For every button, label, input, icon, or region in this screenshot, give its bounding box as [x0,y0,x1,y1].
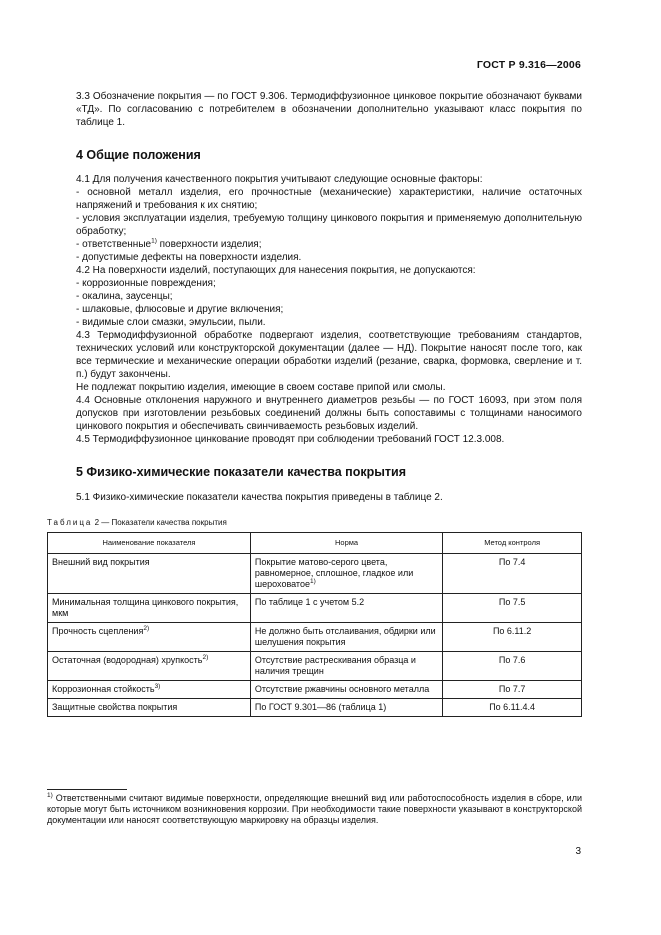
table-row [48,554,582,594]
footnote-text: Ответственными считают видимые поверхности, определяющие внешний вид или работоспособность изделия в сборе, или которые могут быть источником возникновения коррозии. При необходимости такие поверхности указывают в конструкторской документации или наносят соответствующую маркировку на образцы изделия. [47,793,582,825]
indicator-text: Защитные свойства покрытия [52,702,178,712]
table-caption-word: Таблица [47,518,93,527]
indicator-text: Внешний вид покрытия [52,557,150,567]
method-cell: По 7.7 [443,681,582,699]
norm-cell [250,699,442,717]
norm-text: Покрытие матово-серого цвета, равномерное, сплошное, гладкое или шероховатое [254,557,414,589]
footnote-mark: 1) [47,792,53,799]
table-row [48,623,582,652]
norm-text: Не должно быть отслаивания, обдирки или шелушения покрытия [254,626,436,647]
method-cell: По 6.11.4.4 [443,699,582,717]
indicator-cell [48,554,251,594]
indicator-text: Остаточная (водородная) хрупкость [52,655,203,665]
factor-item: - допустимые дефекты на поверхности изделия. [76,252,302,263]
norm-text: По таблице 1 с учетом 5.2 [254,597,365,607]
footnote-ref: 2) [202,654,209,661]
indicator-cell [48,652,251,681]
footnote-ref: 2) [143,625,150,632]
paragraph-4-5: 4.5 Термодиффузионное цинкование проводят при соблюдении требований ГОСТ 12.3.008. [76,434,505,445]
method-cell: По 7.6 [443,652,582,681]
indicator-cell [48,594,251,623]
table-caption [47,516,582,529]
norm-cell [250,554,442,594]
factor-item: - основной металл изделия, его прочностные (механические) характеристики, наличие остаточных напряжений и требования к их снятию; [76,187,582,211]
footnote-ref: 1) [151,237,157,245]
column-header-indicator: Наименование показателя [48,533,251,554]
paragraph-4-1: 4.1 Для получения качественного покрытия учитывают следующие основные факторы: [76,174,483,185]
norm-cell [250,652,442,681]
norm-cell [250,681,442,699]
footnote [47,793,582,826]
document-header: ГОСТ Р 9.316—2006 [476,59,581,71]
paragraph-4-3: 4.3 Термодиффузионной обработке подвергают изделия, соответствующие требованиям стандартов, технических условий или конструкторской документации (далее — НД). Покрытие наносят после того, как все термические и механические операции обработки изделий (резание, сварка, формовка, сверление и т. п.) будут закончены. [76,330,582,380]
defect-item: - коррозионные повреждения; [76,278,216,289]
indicator-text: Прочность сцепления [52,626,144,636]
method-cell: По 7.4 [443,554,582,594]
norm-text: Отсутствие растрескивания образца и наличия трещин [254,655,416,676]
indicator-text: Минимальная толщина цинкового покрытия, мкм [52,597,239,618]
section-4-title: 4 Общие положения [76,148,201,162]
table-row [48,652,582,681]
column-header-method: Метод контроля [443,533,582,554]
indicator-text: Коррозионная стойкость [52,684,155,694]
norm-cell [250,594,442,623]
table-caption-text: 2 — Показатели качества покрытия [92,518,227,527]
table-header-row [48,533,582,554]
table-row [48,594,582,623]
factor-item: - условия эксплуатации изделия, требуемую толщину цинкового покрытия и применяемую дополнительную обработку; [76,213,582,237]
paragraph-4-4: 4.4 Основные отклонения наружного и внутреннего диаметров резьбы — по ГОСТ 16093, при этом поля допусков при изготовлении резьбовых соединений должны быть сопоставимы с толщинами наносимого цинкового покрытия и обеспечивать свинчиваемость резьбовых изделий. [76,395,582,432]
paragraph-3-3: 3.3 Обозначение покрытия — по ГОСТ 9.306. Термодиффузионное цинковое покрытие обозначают буквами «ТД». По согласованию с потребителем в обозначении дополнительно указывают класс покрытия по таблице 1. [76,91,582,128]
defect-item: - окалина, заусенцы; [76,291,173,302]
paragraph-4-2: 4.2 На поверхности изделий, поступающих для нанесения покрытия, не допускаются: [76,265,476,276]
footnote-ref: 1) [309,578,316,585]
norm-cell [250,623,442,652]
footnote-ref: 3) [154,683,161,690]
paragraph-5-1: 5.1 Физико-химические показатели качества покрытия приведены в таблице 2. [76,492,443,503]
quality-table [47,532,582,717]
method-cell: По 7.5 [443,594,582,623]
page-number: 3 [575,846,581,857]
norm-text: Отсутствие ржавчины основного металла [254,684,430,694]
indicator-cell [48,699,251,717]
defect-item: - видимые слои смазки, эмульсии, пыли. [76,317,266,328]
indicator-cell [48,623,251,652]
defect-item: - шлаковые, флюсовые и другие включения; [76,304,284,315]
page-content [47,90,582,717]
column-header-norm: Норма [250,533,442,554]
table-row [48,681,582,699]
factor-item [76,238,582,251]
paragraph-4-3-note: Не подлежат покрытию изделия, имеющие в своем составе припой или смолы. [76,382,446,393]
method-cell: По 6.11.2 [443,623,582,652]
section-5-title: 5 Физико-химические показатели качества покрытия [76,465,407,479]
indicator-cell [48,681,251,699]
footnote-divider [47,789,127,790]
factor-text: - ответственные [76,239,152,250]
norm-text: По ГОСТ 9.301—86 (таблица 1) [254,702,387,712]
table-row [48,699,582,717]
factor-text: поверхности изделия; [156,239,262,250]
